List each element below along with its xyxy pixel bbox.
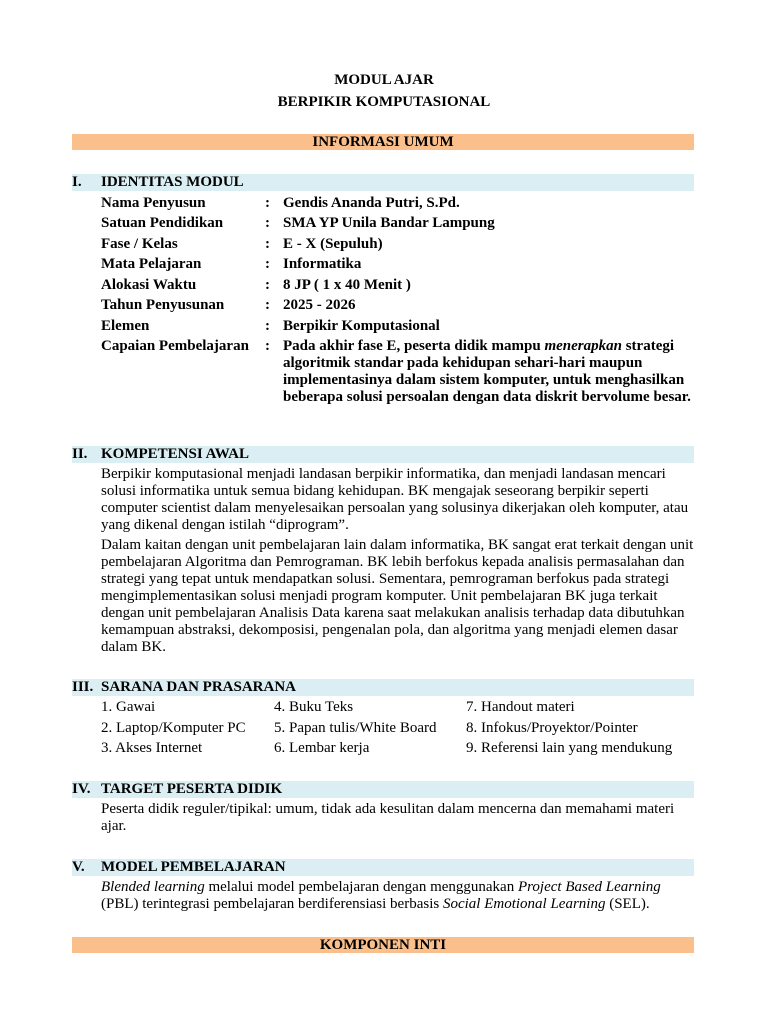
sarana-item: 8. Infokus/Proyektor/Pointer <box>466 720 638 736</box>
sarana-item: 1. Gawai <box>101 699 156 715</box>
section-title: SARANA DAN PRASARANA <box>101 679 297 695</box>
model-text-2: (PBL) terintegrasi pembelajaran berdiferensiasi berbasis <box>101 896 443 912</box>
identitas-value: Gendis Ananda Putri, S.Pd. <box>283 195 460 211</box>
identitas-label: Fase / Kelas <box>101 236 178 252</box>
section-model-pembelajaran <box>72 859 694 876</box>
colon: : <box>265 256 270 272</box>
capaian-value <box>283 338 693 406</box>
colon: : <box>265 195 270 211</box>
sarana-item: 2. Laptop/Komputer PC <box>101 720 246 736</box>
identitas-value: 2025 - 2026 <box>283 297 356 313</box>
section-number: V. <box>72 859 85 875</box>
model-text-3: (SEL). <box>605 896 650 912</box>
model-em-pbl: Project Based Learning <box>517 879 661 895</box>
informasi-umum-bar: INFORMASI UMUM <box>72 134 694 150</box>
sarana-item: 7. Handout materi <box>466 699 575 715</box>
identitas-value: E - X (Sepuluh) <box>283 236 383 252</box>
section-title: MODEL PEMBELAJARAN <box>101 859 286 875</box>
colon: : <box>265 338 270 354</box>
identitas-value: Berpikir Komputasional <box>283 318 440 334</box>
identitas-value: Informatika <box>283 256 362 272</box>
target-paragraph: Peserta didik reguler/tipikal: umum, tidak ada kesulitan dalam mencerna dan memahami materi ajar. <box>101 801 675 834</box>
capaian-text-post: strategi algoritmik standar pada kehidupan sehari-hari maupun implementasinya dalam sistem komputer, untuk menghasilkan beberapa solusi persoalan dengan data diskrit bervolume besar. <box>283 338 691 405</box>
capaian-text-emphasis: menerapkan <box>544 338 622 354</box>
identitas-label: Satuan Pendidikan <box>101 215 224 231</box>
sarana-item: 6. Lembar kerja <box>274 740 370 756</box>
sarana-item: 4. Buku Teks <box>274 699 354 715</box>
section-kompetensi-awal <box>72 446 694 463</box>
capaian-text-pre: Pada akhir fase E, peserta didik mampu <box>283 338 545 354</box>
section-number: III. <box>72 679 94 695</box>
identitas-label: Nama Penyusun <box>101 195 206 211</box>
model-text-1: melalui model pembelajaran dengan menggunakan <box>204 879 518 895</box>
identitas-label: Mata Pelajaran <box>101 256 202 272</box>
identitas-value: 8 JP ( 1 x 40 Menit ) <box>283 277 411 293</box>
colon: : <box>265 297 270 313</box>
model-em-blended: Blended learning <box>101 879 205 895</box>
section-target-peserta-didik <box>72 781 694 798</box>
sarana-item: 5. Papan tulis/White Board <box>274 720 437 736</box>
sarana-item: 3. Akses Internet <box>101 740 203 756</box>
section-title: TARGET PESERTA DIDIK <box>101 781 283 797</box>
section-number: IV. <box>72 781 91 797</box>
kompetensi-paragraph-2: Dalam kaitan dengan unit pembelajaran lain dalam informatika, BK sangat erat terkait dengan unit pembelajaran Algoritma dan Pemrograman. BK lebih berfokus kepada analisis permasalahan dan strategi yang tepat untuk mendapatkan solusi. Sementara, pemrograman berfokus pada strategi mengimplementasikan solusi menjadi program komputer. Unit pembelajaran BK juga terkait dengan unit pembelajaran Analisis Data karena saat melakukan analisis terhadap data dibutuhkan kemampuan abstraksi, dekomposisi, pengenalan pola, dan algoritma yang menjadi elemen dasar dalam BK. <box>101 537 694 655</box>
colon: : <box>265 318 270 334</box>
section-title: IDENTITAS MODUL <box>101 174 244 190</box>
colon: : <box>265 277 270 293</box>
identitas-value: SMA YP Unila Bandar Lampung <box>283 215 495 231</box>
section-number: II. <box>72 446 88 462</box>
identitas-label: Tahun Penyusunan <box>101 297 225 313</box>
section-number: I. <box>72 174 82 190</box>
section-title: KOMPETENSI AWAL <box>101 446 249 462</box>
doc-title: MODUL AJAR <box>334 72 434 88</box>
section-sarana-prasarana <box>72 679 694 696</box>
identitas-label: Alokasi Waktu <box>101 277 197 293</box>
capaian-label: Capaian Pembelajaran <box>101 338 249 354</box>
section-identitas-modul <box>72 174 694 191</box>
doc-subtitle: BERPIKIR KOMPUTASIONAL <box>277 94 491 110</box>
model-em-sel: Social Emotional Learning <box>442 896 606 912</box>
colon: : <box>265 215 270 231</box>
komponen-inti-bar: KOMPONEN INTI <box>72 937 694 953</box>
model-paragraph <box>101 879 697 913</box>
identitas-label: Elemen <box>101 318 150 334</box>
colon: : <box>265 236 270 252</box>
sarana-item: 9. Referensi lain yang mendukung <box>466 740 673 756</box>
kompetensi-paragraph-1: Berpikir komputasional menjadi landasan berpikir informatika, dan menjadi landasan mencari solusi informatika untuk semua bidang kehidupan. BK mengajak seseorang berpikir seperti computer scientist dalam menyelesaikan persoalan yang solusinya dikerjakan oleh komputer, atau yang dikenal dengan istilah “diprogram”. <box>101 466 689 533</box>
